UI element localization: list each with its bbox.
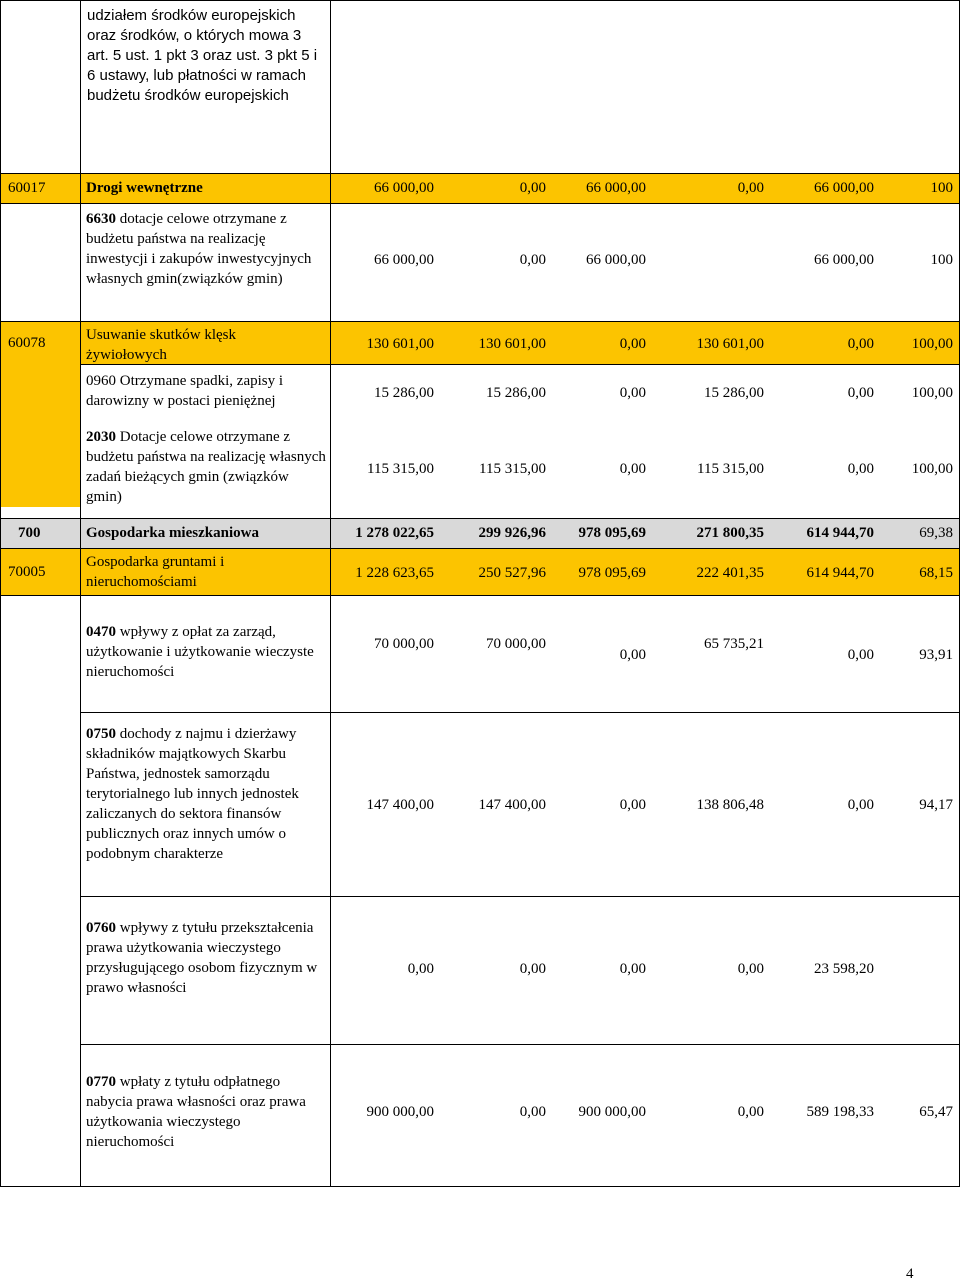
row-60017-v2: 0,00 xyxy=(519,180,546,196)
row-70005-v5: 614 944,70 xyxy=(806,565,874,581)
row-0760-desc-text: wpływy z tytułu przekształcenia prawa użytkowania wieczystego przysługującego osobom fizycznym w prawo własności xyxy=(86,920,318,996)
row-0770-v6: 65,47 xyxy=(919,1104,953,1120)
row-70005-v2: 250 527,96 xyxy=(478,565,546,581)
row-60078-code-band xyxy=(0,364,80,507)
row-0750-desc xyxy=(86,724,328,864)
page-number: 4 xyxy=(906,1266,914,1282)
row-700-v2: 299 926,96 xyxy=(478,525,546,541)
row-6630-v1: 66 000,00 xyxy=(374,252,434,268)
row-60017-name: Drogi wewnętrzne xyxy=(86,180,203,196)
row-0760-v1: 0,00 xyxy=(407,961,434,977)
row-6630-v2: 0,00 xyxy=(519,252,546,268)
row-0470-desc-text: wpływy z opłat za zarząd, użytkowanie i użytkowanie wieczyste nieruchomości xyxy=(86,624,314,680)
row-2030-desc xyxy=(86,427,326,507)
row-0760-v2: 0,00 xyxy=(519,961,546,977)
row-70005-v3: 978 095,69 xyxy=(578,565,646,581)
row-2030-v1: 115 315,00 xyxy=(367,461,434,477)
row-60017-code: 60017 xyxy=(8,180,46,196)
row-0750-v2: 147 400,00 xyxy=(478,797,546,813)
row-0750-v1: 147 400,00 xyxy=(366,797,434,813)
row-0960-v5: 0,00 xyxy=(847,385,874,401)
row-6630-desc-text: dotacje celowe otrzymane z budżetu państwa na realizację inwestycji i zakupów inwestycyjnych własnych gmin(związków gmin) xyxy=(86,211,312,287)
row-60017-v4: 0,00 xyxy=(737,180,764,196)
row-2030-v3: 0,00 xyxy=(619,461,646,477)
row-0750-v6: 94,17 xyxy=(919,797,953,813)
row-0770-desc xyxy=(86,1072,326,1152)
row-6630-v3: 66 000,00 xyxy=(586,252,646,268)
row-0960-v6: 100,00 xyxy=(911,385,953,401)
row-60078-v6: 100,00 xyxy=(911,336,953,352)
row-60078-v3: 0,00 xyxy=(619,336,646,352)
row-0470-v3: 0,00 xyxy=(619,647,646,663)
row-60017-v1: 66 000,00 xyxy=(374,180,434,196)
row-2030-v6: 100,00 xyxy=(911,461,953,477)
row-0470-v6: 93,91 xyxy=(919,647,953,663)
row-0760-v3: 0,00 xyxy=(619,961,646,977)
row-0960-v3: 0,00 xyxy=(619,385,646,401)
row-0750-v3: 0,00 xyxy=(619,797,646,813)
row-700-code: 700 xyxy=(18,525,41,541)
row-6630-v5: 66 000,00 xyxy=(814,252,874,268)
row-0760-code: 0760 xyxy=(86,920,116,936)
row-0960-v1: 15 286,00 xyxy=(374,385,434,401)
row-0750-v5: 0,00 xyxy=(847,797,874,813)
row-70005-v6: 68,15 xyxy=(919,565,953,581)
row-0960-v2: 15 286,00 xyxy=(486,385,546,401)
row-60017-v5: 66 000,00 xyxy=(814,180,874,196)
row-60078-v4: 130 601,00 xyxy=(696,336,764,352)
row-2030-v4: 115 315,00 xyxy=(697,461,764,477)
row-0960-desc: 0960 Otrzymane spadki, zapisy i darowizny w postaci pieniężnej xyxy=(86,373,284,409)
row-70005-v1: 1 228 623,65 xyxy=(355,565,434,581)
row-0760-v5: 23 598,20 xyxy=(814,961,874,977)
row-0750-desc-text: dochody z najmu i dzierżawy składników majątkowych Skarbu Państwa, jednostek samorządu terytorialnego lub innych jednostek zaliczanych do sektora finansów publicznych oraz innych umów o podobnym charakterze xyxy=(86,726,299,862)
row-2030-v2: 115 315,00 xyxy=(479,461,546,477)
row-0770-v4: 0,00 xyxy=(737,1104,764,1120)
row-6630-v6: 100 xyxy=(930,252,953,268)
row-0470-v5: 0,00 xyxy=(847,647,874,663)
row-700-v1: 1 278 022,65 xyxy=(355,525,434,541)
row-0770-v1: 900 000,00 xyxy=(366,1104,434,1120)
row-0960-v4: 15 286,00 xyxy=(704,385,764,401)
row-0770-v3: 900 000,00 xyxy=(578,1104,646,1120)
row-60078-v2: 130 601,00 xyxy=(478,336,546,352)
row-60078-v5: 0,00 xyxy=(847,336,874,352)
row-0470-v4: 65 735,21 xyxy=(704,636,764,652)
row-0770-v5: 589 198,33 xyxy=(806,1104,874,1120)
row-700-v6: 69,38 xyxy=(919,525,953,541)
row-0760-desc xyxy=(86,918,326,998)
row-700-v5: 614 944,70 xyxy=(806,525,874,541)
row-70005-v4: 222 401,35 xyxy=(696,565,764,581)
row-6630-desc xyxy=(86,209,326,289)
row-70005-code: 70005 xyxy=(8,564,46,580)
row-60078-code: 60078 xyxy=(8,335,46,351)
row-2030-desc-text: Dotacje celowe otrzymane z budżetu państwa na realizację własnych zadań bieżących gmin (związków gmin) xyxy=(86,429,326,505)
row-0470-code: 0470 xyxy=(86,624,116,640)
row-6630-code: 6630 xyxy=(86,211,116,227)
row-700-v3: 978 095,69 xyxy=(578,525,646,541)
row-700-v4: 271 800,35 xyxy=(696,525,764,541)
row-0770-desc-text: wpłaty z tytułu odpłatnego nabycia prawa własności oraz prawa użytkowania wieczystego nieruchomości xyxy=(86,1074,306,1150)
row-0750-v4: 138 806,48 xyxy=(696,797,764,813)
top-row-desc: udziałem środków europejskich oraz środków, o których mowa 3 art. 5 ust. 1 pkt 3 oraz ust. 3 pkt 5 i 6 ustawy, lub płatności w ramach budżetu środków europejskich xyxy=(87,7,318,104)
row-0770-code: 0770 xyxy=(86,1074,116,1090)
row-0770-v2: 0,00 xyxy=(519,1104,546,1120)
row-0750-code: 0750 xyxy=(86,726,116,742)
row-70005-name: Gospodarka gruntami i nieruchomościami xyxy=(86,554,225,590)
row-60078-name: Usuwanie skutków klęsk żywiołowych xyxy=(86,327,236,363)
row-2030-v5: 0,00 xyxy=(847,461,874,477)
row-2030-code: 2030 xyxy=(86,429,116,445)
row-60017-v3: 66 000,00 xyxy=(586,180,646,196)
row-0470-desc xyxy=(86,622,326,682)
row-0470-v1: 70 000,00 xyxy=(374,636,434,652)
row-0470-v2: 70 000,00 xyxy=(486,636,546,652)
row-0760-v4: 0,00 xyxy=(737,961,764,977)
row-60078-v1: 130 601,00 xyxy=(366,336,434,352)
row-60017-v6: 100 xyxy=(930,180,953,196)
row-700-name: Gospodarka mieszkaniowa xyxy=(86,525,259,541)
